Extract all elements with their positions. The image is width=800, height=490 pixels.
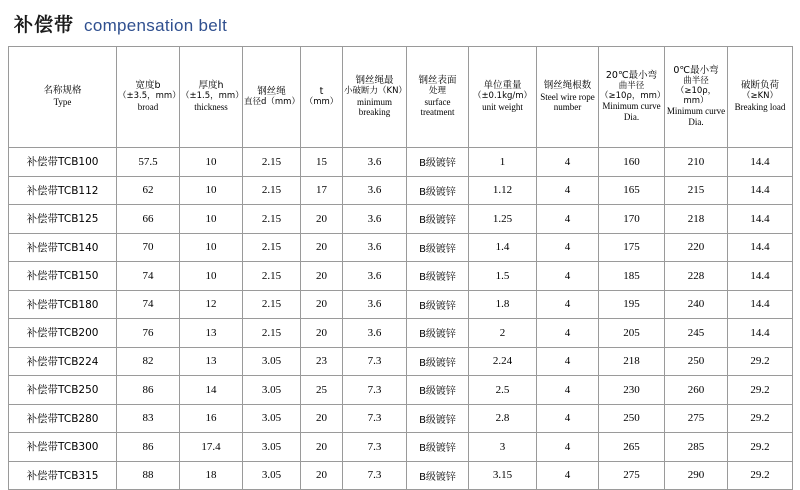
cell-rope-number: 4 bbox=[537, 233, 599, 262]
cell-min-curve-0c: 215 bbox=[665, 176, 728, 205]
column-header-thickness bbox=[180, 47, 243, 148]
table-row bbox=[9, 176, 793, 205]
table-body bbox=[9, 148, 793, 490]
cell-rope-number: 4 bbox=[537, 404, 599, 433]
cell-rope-diameter: 2.15 bbox=[243, 176, 301, 205]
title-chinese: 补偿带 bbox=[14, 14, 75, 36]
header-en-6: surface treatment bbox=[420, 96, 455, 118]
cell-rope-number: 4 bbox=[537, 433, 599, 462]
header-en-10: Minimum curve Dia. bbox=[666, 106, 726, 128]
cell-min-curve-20c: 275 bbox=[599, 461, 665, 490]
cell-rope-diameter: 2.15 bbox=[243, 205, 301, 234]
cell-broad: 86 bbox=[117, 376, 180, 405]
cell-thickness: 13 bbox=[180, 319, 243, 348]
cell-min-curve-0c: 250 bbox=[665, 347, 728, 376]
cell-unit-weight: 1.4 bbox=[469, 233, 537, 262]
cell-t: 20 bbox=[301, 205, 343, 234]
header-sub-7: （±0.1kg/m） bbox=[472, 91, 533, 102]
cell-min-breaking-force: 3.6 bbox=[343, 262, 407, 291]
cell-rope-number: 4 bbox=[537, 376, 599, 405]
cell-min-curve-20c: 195 bbox=[599, 290, 665, 319]
cell-surface-treatment: B级镀锌 bbox=[407, 205, 469, 234]
cell-unit-weight: 2 bbox=[469, 319, 537, 348]
cell-thickness: 13 bbox=[180, 347, 243, 376]
cell-min-curve-20c: 160 bbox=[599, 148, 665, 177]
cell-min-breaking-force: 7.3 bbox=[343, 376, 407, 405]
cell-rope-number: 4 bbox=[537, 205, 599, 234]
cell-t: 20 bbox=[301, 433, 343, 462]
cell-t: 15 bbox=[301, 148, 343, 177]
cell-surface-treatment: B级镀锌 bbox=[407, 262, 469, 291]
cell-thickness: 14 bbox=[180, 376, 243, 405]
cell-broad: 76 bbox=[117, 319, 180, 348]
table-header bbox=[9, 47, 793, 148]
cell-unit-weight: 2.5 bbox=[469, 376, 537, 405]
cell-surface-treatment: B级镀锌 bbox=[407, 376, 469, 405]
cell-unit-weight: 2.8 bbox=[469, 404, 537, 433]
column-header-type bbox=[9, 47, 117, 148]
table-row bbox=[9, 376, 793, 405]
cell-min-breaking-force: 7.3 bbox=[343, 404, 407, 433]
cell-broad: 74 bbox=[117, 262, 180, 291]
cell-thickness: 18 bbox=[180, 461, 243, 490]
cell-broad: 83 bbox=[117, 404, 180, 433]
cell-unit-weight: 1 bbox=[469, 148, 537, 177]
cell-thickness: 10 bbox=[180, 176, 243, 205]
cell-min-curve-0c: 285 bbox=[665, 433, 728, 462]
cell-surface-treatment: B级镀锌 bbox=[407, 176, 469, 205]
cell-type: 补偿带TCB315 bbox=[9, 461, 117, 490]
page-title bbox=[8, 10, 792, 36]
header-cn-7: 单位重量 bbox=[483, 80, 522, 92]
cell-min-breaking-force: 3.6 bbox=[343, 148, 407, 177]
cell-breaking-load: 29.2 bbox=[728, 461, 793, 490]
header-sub-6: 处理 bbox=[428, 85, 446, 96]
cell-surface-treatment: B级镀锌 bbox=[407, 233, 469, 262]
header-en-8: Steel wire rope number bbox=[540, 91, 595, 113]
cell-broad: 66 bbox=[117, 205, 180, 234]
header-cn-0: 名称规格 bbox=[43, 85, 82, 97]
cell-min-breaking-force: 7.3 bbox=[343, 347, 407, 376]
cell-min-breaking-force: 3.6 bbox=[343, 233, 407, 262]
cell-unit-weight: 1.5 bbox=[469, 262, 537, 291]
cell-min-curve-20c: 218 bbox=[599, 347, 665, 376]
table-row bbox=[9, 233, 793, 262]
cell-type: 补偿带TCB200 bbox=[9, 319, 117, 348]
cell-thickness: 16 bbox=[180, 404, 243, 433]
column-header-min-breaking-force bbox=[343, 47, 407, 148]
cell-t: 20 bbox=[301, 233, 343, 262]
table-row bbox=[9, 433, 793, 462]
cell-breaking-load: 29.2 bbox=[728, 404, 793, 433]
header-cn-5: 钢丝绳最 bbox=[355, 74, 394, 86]
cell-t: 17 bbox=[301, 176, 343, 205]
cell-breaking-load: 14.4 bbox=[728, 290, 793, 319]
cell-t: 25 bbox=[301, 376, 343, 405]
cell-breaking-load: 29.2 bbox=[728, 433, 793, 462]
cell-rope-number: 4 bbox=[537, 319, 599, 348]
cell-surface-treatment: B级镀锌 bbox=[407, 347, 469, 376]
header-cn-9: 20℃最小弯 bbox=[605, 69, 658, 81]
header-cn-2: 厚度h bbox=[198, 80, 224, 92]
cell-thickness: 10 bbox=[180, 233, 243, 262]
column-header-min-curve-20c bbox=[599, 47, 665, 148]
cell-rope-number: 4 bbox=[537, 148, 599, 177]
cell-rope-diameter: 2.15 bbox=[243, 262, 301, 291]
header-sub-5: 小破断力（KN） bbox=[344, 85, 407, 96]
cell-surface-treatment: B级镀锌 bbox=[407, 290, 469, 319]
cell-breaking-load: 14.4 bbox=[728, 148, 793, 177]
cell-unit-weight: 1.25 bbox=[469, 205, 537, 234]
cell-min-curve-20c: 230 bbox=[599, 376, 665, 405]
table-row bbox=[9, 205, 793, 234]
cell-broad: 86 bbox=[117, 433, 180, 462]
header-sub-2: （±1.5，mm） bbox=[181, 91, 244, 102]
cell-min-breaking-force: 3.6 bbox=[343, 176, 407, 205]
column-header-unit-weight bbox=[469, 47, 537, 148]
column-header-min-curve-0c bbox=[665, 47, 728, 148]
cell-min-curve-0c: 275 bbox=[665, 404, 728, 433]
cell-min-curve-20c: 170 bbox=[599, 205, 665, 234]
header-sub-9: 曲半径（≥10ρ，mm） bbox=[600, 80, 666, 101]
cell-broad: 57.5 bbox=[117, 148, 180, 177]
cell-min-breaking-force: 7.3 bbox=[343, 461, 407, 490]
cell-broad: 70 bbox=[117, 233, 180, 262]
table-row bbox=[9, 404, 793, 433]
cell-type: 补偿带TCB112 bbox=[9, 176, 117, 205]
column-header-broad bbox=[117, 47, 180, 148]
table-row bbox=[9, 290, 793, 319]
cell-surface-treatment: B级镀锌 bbox=[407, 461, 469, 490]
cell-min-curve-20c: 250 bbox=[599, 404, 665, 433]
cell-unit-weight: 2.24 bbox=[469, 347, 537, 376]
header-cn-8: 钢丝绳根数 bbox=[543, 79, 592, 91]
header-en-1: broad bbox=[137, 101, 159, 112]
cell-type: 补偿带TCB180 bbox=[9, 290, 117, 319]
cell-t: 23 bbox=[301, 347, 343, 376]
cell-breaking-load: 14.4 bbox=[728, 262, 793, 291]
table-row bbox=[9, 319, 793, 348]
cell-type: 补偿带TCB140 bbox=[9, 233, 117, 262]
cell-thickness: 10 bbox=[180, 148, 243, 177]
cell-rope-number: 4 bbox=[537, 290, 599, 319]
header-sub-10: 曲半径（≥10ρ，mm） bbox=[675, 76, 717, 106]
cell-min-curve-0c: 290 bbox=[665, 461, 728, 490]
cell-min-curve-0c: 210 bbox=[665, 148, 728, 177]
cell-breaking-load: 29.2 bbox=[728, 376, 793, 405]
header-cn-3: 钢丝绳 bbox=[257, 85, 286, 97]
cell-min-curve-0c: 220 bbox=[665, 233, 728, 262]
cell-t: 20 bbox=[301, 290, 343, 319]
cell-breaking-load: 14.4 bbox=[728, 233, 793, 262]
column-header-surface-treatment bbox=[407, 47, 469, 148]
cell-min-breaking-force: 3.6 bbox=[343, 319, 407, 348]
column-header-t bbox=[301, 47, 343, 148]
cell-rope-diameter: 3.05 bbox=[243, 433, 301, 462]
table-header-row bbox=[9, 47, 793, 148]
cell-type: 补偿带TCB280 bbox=[9, 404, 117, 433]
header-cn-6: 钢丝表面 bbox=[418, 74, 457, 86]
header-en-11: Breaking load bbox=[734, 101, 786, 112]
cell-min-curve-0c: 245 bbox=[665, 319, 728, 348]
cell-rope-number: 4 bbox=[537, 176, 599, 205]
cell-unit-weight: 1.8 bbox=[469, 290, 537, 319]
header-sub-3: 直径d（mm） bbox=[244, 96, 300, 107]
cell-rope-diameter: 2.15 bbox=[243, 319, 301, 348]
cell-surface-treatment: B级镀锌 bbox=[407, 433, 469, 462]
cell-rope-diameter: 3.05 bbox=[243, 404, 301, 433]
header-sub-11: （≥KN） bbox=[741, 91, 779, 102]
cell-thickness: 10 bbox=[180, 262, 243, 291]
column-header-breaking-load bbox=[728, 47, 793, 148]
header-sub-4: （mm） bbox=[304, 96, 339, 107]
column-header-rope-number bbox=[537, 47, 599, 148]
cell-unit-weight: 3 bbox=[469, 433, 537, 462]
table-row bbox=[9, 148, 793, 177]
cell-rope-number: 4 bbox=[537, 262, 599, 291]
cell-rope-diameter: 2.15 bbox=[243, 233, 301, 262]
cell-rope-number: 4 bbox=[537, 347, 599, 376]
cell-min-breaking-force: 3.6 bbox=[343, 205, 407, 234]
cell-surface-treatment: B级镀锌 bbox=[407, 148, 469, 177]
cell-min-curve-20c: 175 bbox=[599, 233, 665, 262]
cell-thickness: 12 bbox=[180, 290, 243, 319]
cell-min-curve-0c: 228 bbox=[665, 262, 728, 291]
header-en-7: unit weight bbox=[482, 101, 523, 112]
cell-thickness: 10 bbox=[180, 205, 243, 234]
cell-min-breaking-force: 3.6 bbox=[343, 290, 407, 319]
cell-min-curve-0c: 240 bbox=[665, 290, 728, 319]
cell-thickness: 17.4 bbox=[180, 433, 243, 462]
cell-rope-diameter: 3.05 bbox=[243, 347, 301, 376]
cell-breaking-load: 14.4 bbox=[728, 319, 793, 348]
specification-table bbox=[8, 46, 793, 490]
cell-t: 20 bbox=[301, 262, 343, 291]
table-row bbox=[9, 262, 793, 291]
cell-type: 补偿带TCB100 bbox=[9, 148, 117, 177]
header-en-5: minimum breaking bbox=[356, 96, 392, 118]
header-cn-4: t bbox=[319, 85, 324, 97]
cell-rope-diameter: 2.15 bbox=[243, 148, 301, 177]
header-en-2: thickness bbox=[194, 101, 228, 112]
cell-min-curve-20c: 205 bbox=[599, 319, 665, 348]
cell-breaking-load: 14.4 bbox=[728, 176, 793, 205]
cell-min-curve-20c: 185 bbox=[599, 262, 665, 291]
cell-breaking-load: 14.4 bbox=[728, 205, 793, 234]
cell-min-curve-20c: 165 bbox=[599, 176, 665, 205]
header-en-9: Minimum curve Dia. bbox=[602, 101, 661, 123]
column-header-rope-diameter bbox=[243, 47, 301, 148]
header-en-0: Type bbox=[53, 97, 72, 108]
cell-min-breaking-force: 7.3 bbox=[343, 433, 407, 462]
cell-surface-treatment: B级镀锌 bbox=[407, 319, 469, 348]
cell-surface-treatment: B级镀锌 bbox=[407, 404, 469, 433]
cell-broad: 82 bbox=[117, 347, 180, 376]
cell-broad: 74 bbox=[117, 290, 180, 319]
header-sub-1: （±3.5，mm） bbox=[118, 91, 181, 102]
cell-rope-diameter: 3.05 bbox=[243, 376, 301, 405]
cell-t: 20 bbox=[301, 319, 343, 348]
table-row bbox=[9, 347, 793, 376]
table-row bbox=[9, 461, 793, 490]
cell-unit-weight: 3.15 bbox=[469, 461, 537, 490]
cell-min-curve-0c: 260 bbox=[665, 376, 728, 405]
cell-breaking-load: 29.2 bbox=[728, 347, 793, 376]
cell-min-curve-20c: 265 bbox=[599, 433, 665, 462]
cell-rope-diameter: 2.15 bbox=[243, 290, 301, 319]
header-cn-10: 0℃最小弯 bbox=[673, 65, 719, 77]
cell-min-curve-0c: 218 bbox=[665, 205, 728, 234]
cell-type: 补偿带TCB250 bbox=[9, 376, 117, 405]
cell-t: 20 bbox=[301, 461, 343, 490]
cell-broad: 62 bbox=[117, 176, 180, 205]
cell-unit-weight: 1.12 bbox=[469, 176, 537, 205]
cell-broad: 88 bbox=[117, 461, 180, 490]
cell-type: 补偿带TCB224 bbox=[9, 347, 117, 376]
header-cn-11: 破断负荷 bbox=[740, 80, 779, 92]
title-english: compensation belt bbox=[84, 16, 228, 35]
cell-rope-number: 4 bbox=[537, 461, 599, 490]
cell-rope-diameter: 3.05 bbox=[243, 461, 301, 490]
header-cn-1: 宽度b bbox=[135, 80, 161, 92]
cell-type: 补偿带TCB125 bbox=[9, 205, 117, 234]
cell-t: 20 bbox=[301, 404, 343, 433]
cell-type: 补偿带TCB300 bbox=[9, 433, 117, 462]
cell-type: 补偿带TCB150 bbox=[9, 262, 117, 291]
